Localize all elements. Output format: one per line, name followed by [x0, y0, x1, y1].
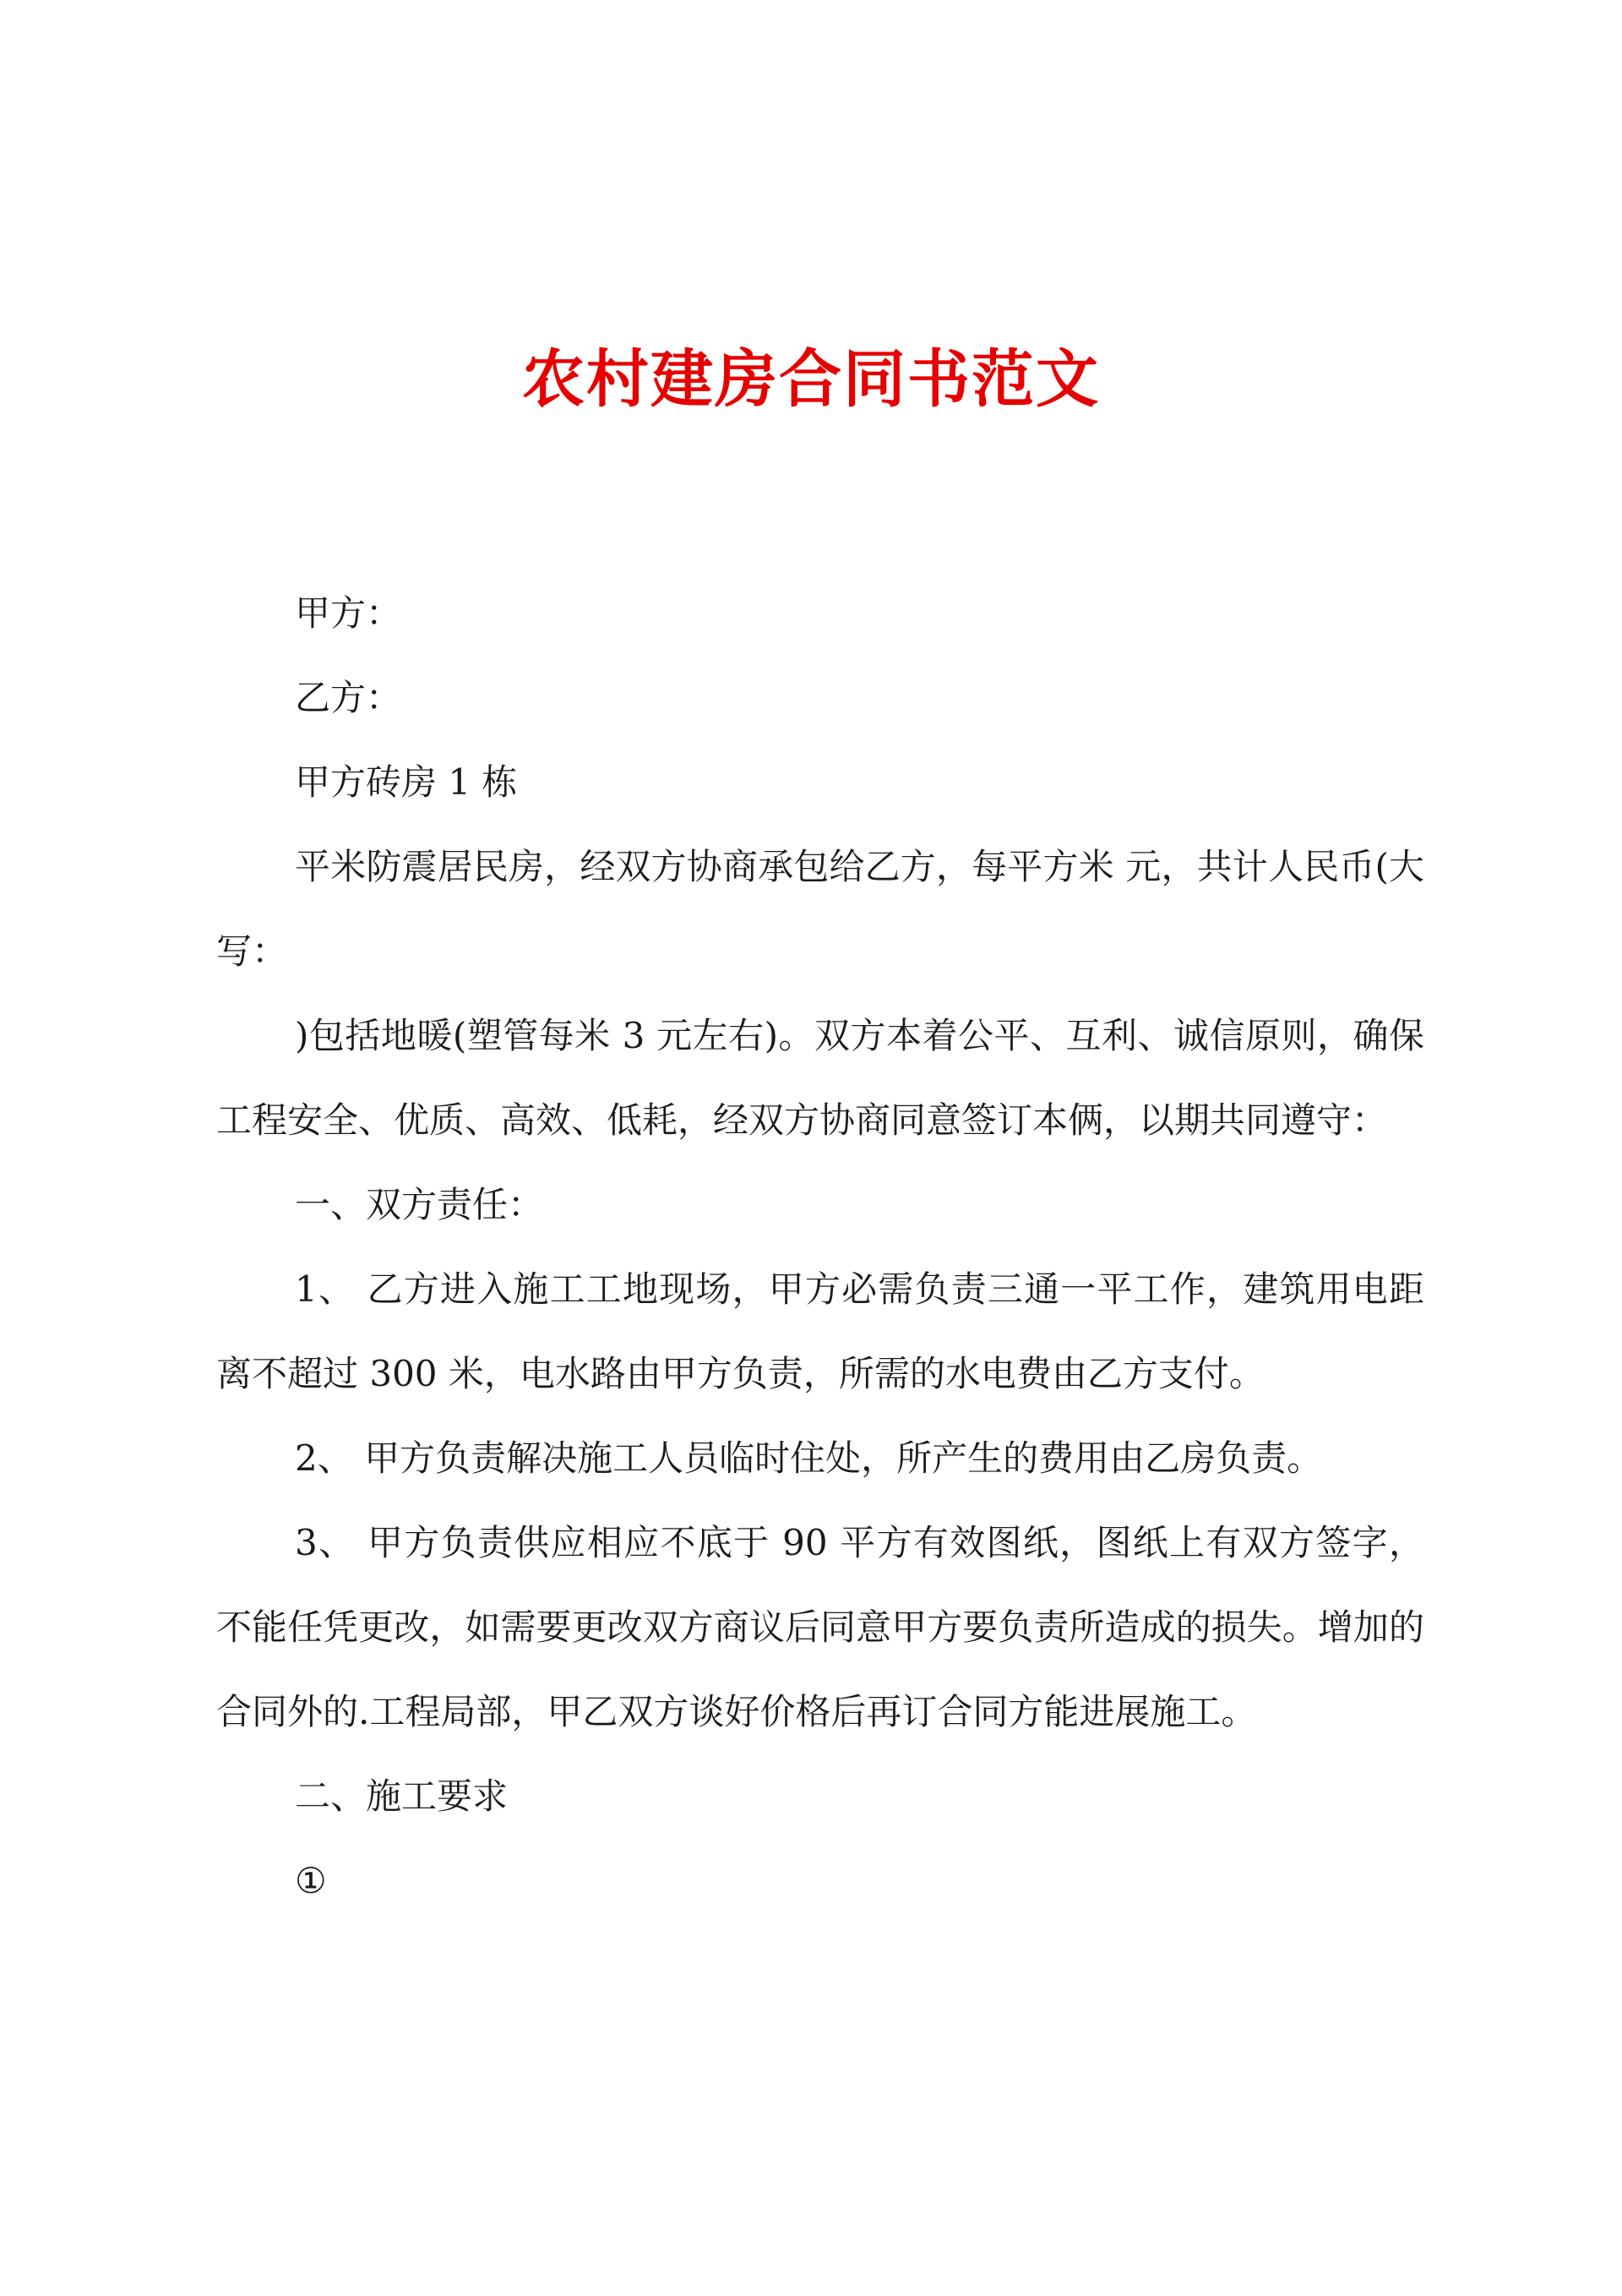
requirement-item-marker: ①	[295, 1860, 327, 1901]
responsibility-item-1: 1、 乙方进入施工工地现场，甲方必需负责三通一平工作，建筑用电距离不超过 300 米，电水路由甲方负责，所需的水电费由乙方支付。	[216, 1268, 1424, 1394]
responsibility-item-3: 3、 甲方负责供应相应不底于 90 平方有效图纸，图纸上有双方签字，不能任凭更改，如需要更改双方商议后同意甲方要负责所造成的损失。增加的合同外的.工程局部，甲乙双方谈好价格后再订合同方能进展施工。	[216, 1522, 1424, 1732]
section-heading-responsibilities: 一、双方责任：	[295, 1184, 544, 1225]
contract-price-paragraph: 平米防震居民房，经双方协商承包给乙方，每平方米 元，共计人民币(大写：	[216, 846, 1424, 972]
principles-paragraph: )包括地暖(塑管每米 3 元左右)。双方本着公平、互利、诚信原则，确保工程安全、优质、高效、低耗，经双方协商同意签订本俩，以期共同遵守：	[216, 1015, 1424, 1141]
document-body	[216, 571, 1424, 1923]
party-a-line: 甲方：	[295, 592, 402, 634]
document-title: 农村建房合同书范文	[522, 343, 1100, 416]
section-heading-requirements: 二、施工要求	[295, 1775, 509, 1817]
house-line: 甲方砖房 1 栋	[295, 761, 518, 803]
responsibility-item-2: 2、 甲方负责解决施工人员临时住处，所产生的费用由乙房负责。	[295, 1437, 1323, 1479]
party-b-line: 乙方：	[295, 677, 402, 718]
